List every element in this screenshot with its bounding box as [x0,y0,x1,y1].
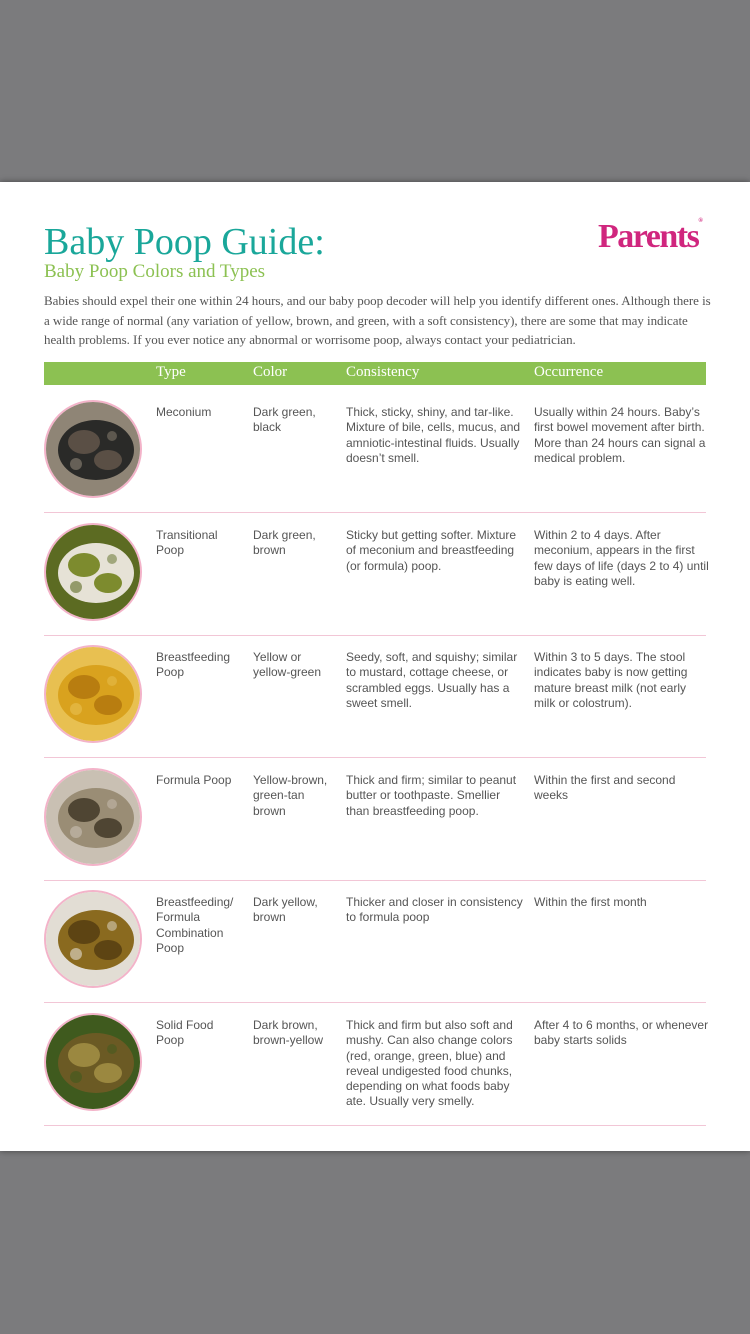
page-subtitle: Baby Poop Colors and Types [44,261,266,282]
table-row [44,880,706,1003]
color-cell: Dark yellow, brown [253,895,318,925]
occurrence-cell: Within 3 to 5 days. The stool indicates baby is now getting mature breast milk (not early milk or colostrum). [534,650,688,710]
type-cell: Meconium [156,405,212,419]
page-title: Baby Poop Guide: [44,221,325,263]
table-row [44,390,706,513]
occurrence-cell: Usually within 24 hours. Baby’s first bowel movement after birth. More than 24 hours can signal a medical problem. [534,405,706,465]
type-cell: Breastfeeding Poop [156,650,231,680]
poop-photo [44,768,142,866]
color-cell: Yellow or yellow-green [253,650,322,680]
table-row [44,1003,709,1126]
color-cell: Dark green, brown [253,528,316,558]
consistency-cell: Thick and firm but also soft and mushy. Can also change colors (red, orange, green, blue) and reveal undigested food chunks, depending on what foods baby ate. Usually very smelly. [346,1018,513,1109]
poop-photo [44,523,142,621]
consistency-cell: Thicker and closer in consistency to formula poop [346,895,523,925]
column-header-consistency: Consistency [346,364,420,380]
table-row [44,758,706,881]
consistency-cell: Sticky but getting softer. Mixture of meconium and breastfeeding (or formula) poop. [346,528,517,573]
table-row [44,513,709,636]
consistency-cell: Thick and firm; similar to peanut butter or toothpaste. Smellier than breastfeeding poop. [346,773,517,818]
consistency-cell: Seedy, soft, and squishy; similar to mustard, cottage cheese, or scrambled eggs. Usually has a sweet smell. [346,650,518,710]
type-cell: Transitional Poop [156,528,218,558]
poop-photo [44,400,142,498]
occurrence-cell: After 4 to 6 months, or whenever baby starts solids [534,1018,709,1048]
poop-photo [44,1013,142,1111]
parents-logo: Parents® [598,218,703,255]
occurrence-cell: Within the first month [534,895,647,909]
table-header [44,362,706,385]
table-row [44,635,706,758]
color-cell: Dark brown, brown-yellow [253,1018,324,1048]
consistency-cell: Thick, sticky, shiny, and tar-like. Mixture of bile, cells, mucus, and amniotic-intestinal fluids. Usually doesn’t smell. [346,405,521,465]
column-header-type: Type [156,364,186,380]
column-header-occurrence: Occurrence [534,364,604,380]
color-cell: Dark green, black [253,405,316,435]
type-cell: Solid Food Poop [156,1018,214,1048]
poop-photo [44,890,142,988]
occurrence-cell: Within the first and second weeks [534,773,676,803]
poop-photo [44,645,142,743]
column-header-color: Color [253,364,288,380]
color-cell: Yellow-brown, green-tan brown [253,773,328,818]
occurrence-cell: Within 2 to 4 days. After meconium, appears in the first few days of life (days 2 to 4) until baby is eating well. [534,528,709,588]
type-cell: Formula Poop [156,773,232,787]
guide-page [0,182,750,1151]
intro-paragraph: Babies should expel their one within 24 hours, and our baby poop decoder will help you identify different ones. Although there is a wide range of normal (any variation of yellow, brown, and green, with a soft consistency), there are some that may indicate health problems. If you ever notice any abnormal or worrisome poop, always contact your pediatrician. [44,293,711,348]
type-cell: Breastfeeding/ Formula Combination Poop [156,895,234,955]
